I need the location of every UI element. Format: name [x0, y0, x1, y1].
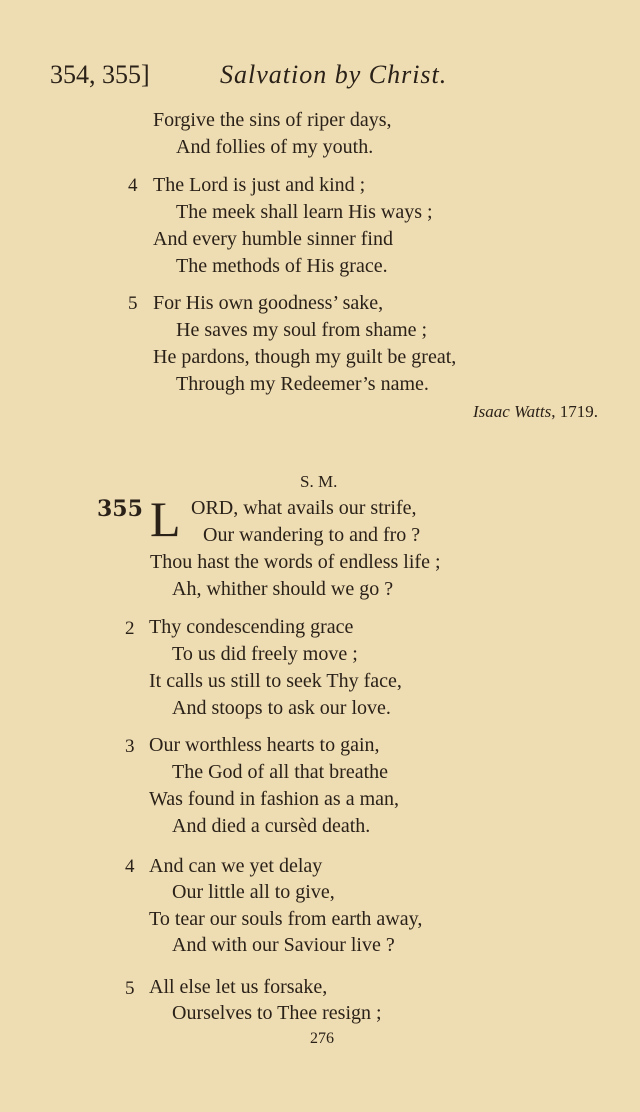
verse-line: Our little all to give,	[172, 881, 335, 903]
stanza-number: 4	[128, 175, 138, 196]
page-number: 276	[310, 1030, 334, 1047]
verse-line: Our wandering to and fro ?	[203, 524, 421, 546]
verse-line: It calls us still to seek Thy face,	[149, 670, 402, 692]
verse-line: And follies of my youth.	[176, 136, 374, 158]
page-title: Salvation by Christ.	[220, 60, 448, 89]
verse-line: And died a cursèd death.	[172, 815, 371, 837]
author: Isaac Watts	[473, 402, 552, 421]
verse-line: Was found in fashion as a man,	[149, 788, 399, 810]
verse-line: The methods of His grace.	[176, 255, 388, 277]
stanza-number: 5	[128, 293, 138, 314]
stanza-number: 2	[125, 618, 135, 639]
verse-line: Ah, whither should we go ?	[172, 578, 394, 600]
verse-line: And can we yet delay	[149, 855, 323, 877]
attribution: Isaac Watts, 1719.	[473, 402, 598, 421]
meter-label: S. M.	[300, 472, 338, 491]
verse-line: Thy condescending grace	[149, 616, 354, 638]
verse-line: The Lord is just and kind ;	[153, 174, 366, 196]
verse-line: And every humble sinner find	[153, 228, 393, 250]
verse-line: For His own goodness’ sake,	[153, 292, 384, 314]
year: 1719.	[559, 402, 598, 421]
verse-line: The God of all that breathe	[172, 761, 389, 783]
verse-line: He pardons, though my guilt be great,	[153, 346, 457, 368]
verse-line: And with our Saviour live ?	[172, 934, 395, 956]
verse-line: To us did freely move ;	[172, 643, 358, 665]
stanza-number: 5	[125, 978, 135, 999]
verse-line: ORD, what avails our strife,	[191, 497, 417, 519]
verse-line: To tear our souls from earth away,	[149, 908, 423, 930]
verse-line: All else let us forsake,	[149, 976, 328, 998]
stanza-number: 4	[125, 856, 135, 877]
hymn-numbers-header: 354, 355]	[50, 60, 150, 89]
verse-line: And stoops to ask our love.	[172, 697, 391, 719]
verse-line: Through my Redeemer’s name.	[176, 373, 429, 395]
verse-line: Ourselves to Thee resign ;	[172, 1002, 382, 1024]
hymn-number: 355	[97, 496, 143, 522]
drop-cap: L	[150, 491, 181, 547]
verse-line: The meek shall learn His ways ;	[176, 201, 433, 223]
verse-line: He saves my soul from shame ;	[176, 319, 428, 341]
verse-line: Forgive the sins of riper days,	[153, 109, 392, 131]
verse-line: Thou hast the words of endless life ;	[150, 551, 441, 573]
verse-line: Our worthless hearts to gain,	[149, 734, 380, 756]
stanza-number: 3	[125, 736, 135, 757]
